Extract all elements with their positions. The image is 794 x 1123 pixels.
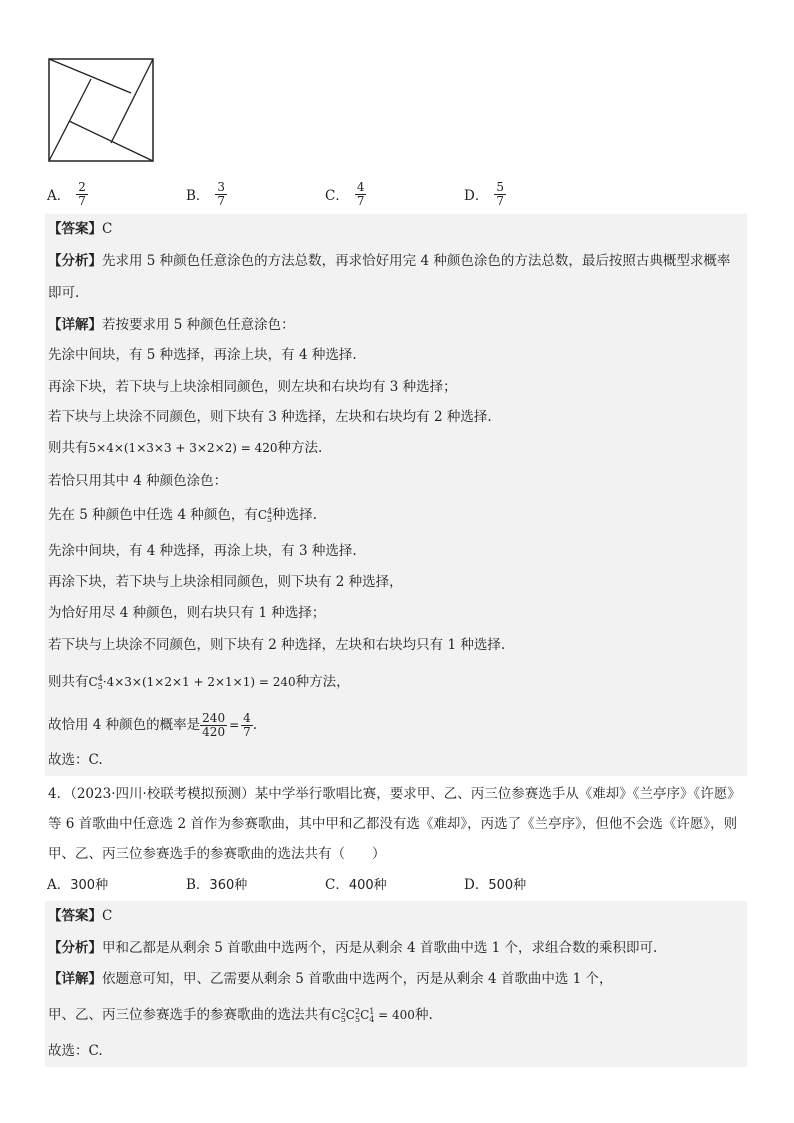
- pinwheel-line-3: [69, 121, 153, 161]
- q3-detail-line: 为恰好用尽 4 种颜色，则右块只有 1 种选择；: [48, 605, 326, 621]
- q3-exact-four: 若恰只用其中 4 种颜色涂色：: [48, 473, 228, 489]
- q3-detail-line: 再涂下块，若下块与上块涂相同颜色，则左块和右块均有 3 种选择；: [48, 379, 457, 395]
- q4-result: 甲、乙、丙三位参赛选手的参赛歌曲的选法共有C 2 5 C 2 5 C 1 4 = 400种.: [48, 1006, 433, 1024]
- q3-analysis: 【分析】先求用 5 种颜色任意涂色的方法总数，再求恰好用完 4 种颜色涂色的方法总数，最后按照古典概型求概率: [48, 253, 731, 269]
- q4-options: [47, 875, 747, 895]
- q3-analysis-cont: 即可.: [48, 285, 80, 301]
- q4-detail: 【详解】依题意可知，甲、乙需要从剩余 5 首歌曲中选两个，丙是从剩余 4 首歌曲中选 1 个，: [48, 971, 613, 987]
- q3-detail-line: 先涂中间块，有 4 种选择，再涂上块，有 3 种选择.: [48, 543, 357, 559]
- q4-option-d[interactable]: D．500种: [464, 877, 527, 893]
- combination: C 4 5: [88, 673, 103, 691]
- q3-detail-line: 再涂下块，若下块与上块涂相同颜色，则下块有 2 种选择，: [48, 574, 403, 590]
- q3-option-d[interactable]: D． $\frac{5}{7}$: [464, 179, 504, 208]
- q3-probability: 故恰用 4 种颜色的概率是 $\frac{240}{420}$ = $\frac{4}{7}$ .: [48, 710, 258, 739]
- q3-detail-line: 先涂中间块，有 5 种选择，再涂上块，有 4 种选择.: [48, 347, 357, 363]
- q4-option-a[interactable]: A．300种: [47, 877, 109, 893]
- q3-answer: 【答案】C: [48, 221, 113, 237]
- fraction: $\frac{2}{7}$: [78, 179, 86, 208]
- pinwheel-line-1: [49, 59, 131, 93]
- combination-product: C 2 5 C 2 5 C 1 4: [331, 1006, 375, 1024]
- q3-detail: 【详解】若按要求用 5 种颜色任意涂色：: [48, 317, 295, 333]
- pinwheel-line-2: [111, 59, 153, 143]
- q3-total-2: 则共有C 4 5 ·4×3×(1×2×1 + 2×1×1) = 240种方法，: [48, 673, 350, 691]
- fraction: $\frac{5}{7}$: [496, 179, 504, 208]
- fraction: $\frac{4}{7}$: [243, 710, 251, 739]
- q3-total-1: 则共有5×4×(1×3×3 + 3×2×2) = 420种方法.: [48, 440, 323, 456]
- q3-detail-line: 若下块与上块涂不同颜色，则下块有 3 种选择，左块和右块均有 2 种选择.: [48, 409, 492, 425]
- q3-option-b[interactable]: B． $\frac{3}{7}$: [186, 179, 226, 208]
- outer-square: [49, 59, 153, 161]
- q3-choose: 先在 5 种颜色中任选 4 种颜色，有C 4 5 种选择.: [48, 506, 317, 524]
- pinwheel-line-4: [49, 79, 91, 161]
- q4-stem-line: 4．（2023·四川·校联考模拟预测）某中学举行歌唱比赛，要求甲、乙、丙三位参赛选手从《难却》《兰亭序》《许愿》: [48, 786, 741, 802]
- q3-option-c[interactable]: C． $\frac{4}{7}$: [325, 179, 365, 208]
- q4-option-c[interactable]: C．400种: [325, 877, 387, 893]
- q4-answer: 【答案】C: [48, 908, 113, 924]
- q3-option-a[interactable]: A． $\frac{2}{7}$: [47, 179, 86, 208]
- q4-stem-line: 等 6 首歌曲中任意选 2 首作为参赛歌曲，其中甲和乙都没有选《难却》，丙选了《兰亭序》，但他不会选《许愿》，则: [48, 816, 738, 832]
- fraction: $\frac{240}{420}$: [202, 710, 226, 739]
- combination: C 4 5: [257, 506, 273, 524]
- q3-options: [47, 178, 747, 210]
- q4-stem-line: 甲、乙、丙三位参赛选手的参赛歌曲的选法共有（ ）: [48, 846, 386, 862]
- fraction: $\frac{3}{7}$: [217, 179, 226, 208]
- square-pinwheel-figure: [47, 57, 155, 163]
- q4-option-b[interactable]: B．360种: [186, 877, 248, 893]
- fraction: $\frac{4}{7}$: [356, 179, 365, 208]
- q3-conclusion: 故选：C.: [48, 752, 103, 768]
- q4-conclusion: 故选：C.: [48, 1043, 103, 1059]
- q4-analysis: 【分析】甲和乙都是从剩余 5 首歌曲中选两个，丙是从剩余 4 首歌曲中选 1 个，求组合数的乘积即可.: [48, 940, 658, 956]
- q3-detail-line: 若下块与上块涂不同颜色，则下块有 2 种选择，左块和右块均只有 1 种选择.: [48, 637, 506, 653]
